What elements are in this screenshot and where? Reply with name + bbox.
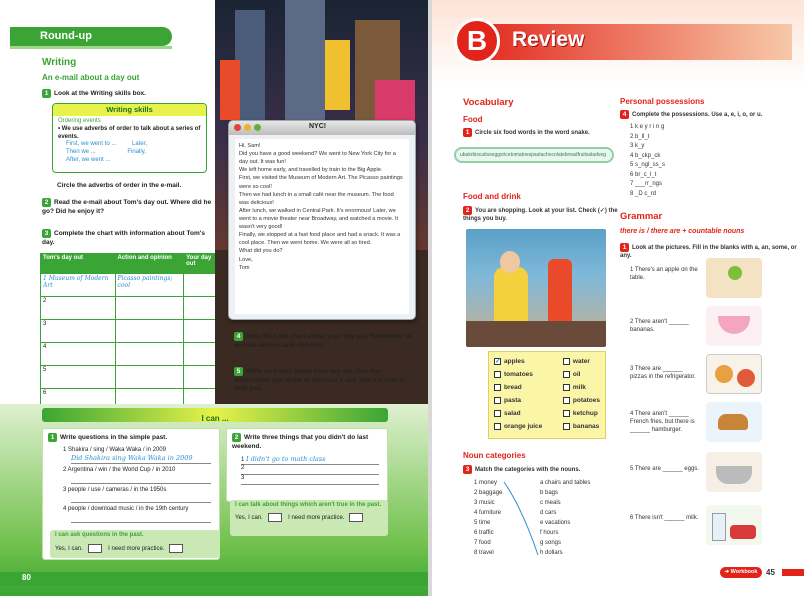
ican-box-2 xyxy=(226,428,388,502)
list-item[interactable] xyxy=(494,420,542,433)
skills-subheading: Ordering events xyxy=(58,118,101,124)
roundup-banner xyxy=(10,27,172,46)
exercise-5 xyxy=(234,367,416,394)
chart-header: Action and opinion xyxy=(115,254,184,274)
noun-item[interactable]: h dollars xyxy=(540,550,563,556)
writing-heading: Writing xyxy=(42,57,77,68)
checkbox[interactable] xyxy=(494,423,501,430)
writing-skills-box xyxy=(52,103,207,173)
ican-item: 3 people / use / cameras / in the 1950s xyxy=(63,486,167,493)
need-label: I need more practice. xyxy=(108,545,165,552)
writing-skills-title: Writing skills xyxy=(53,104,206,116)
roundup-title: Round-up xyxy=(40,30,92,42)
unit-letter: B xyxy=(466,25,488,56)
list-item[interactable] xyxy=(494,381,542,394)
chart-cell[interactable]: 2 xyxy=(41,297,116,320)
footer-tab xyxy=(782,569,804,576)
list-item[interactable] xyxy=(563,420,600,433)
list-item[interactable] xyxy=(563,407,600,420)
possession-item[interactable]: 8 _D c_rd xyxy=(630,190,657,197)
page-number: 80 xyxy=(22,573,31,582)
grammar-subheading: there is / there are + countable nouns xyxy=(620,228,745,235)
ex-number: 2 xyxy=(232,433,241,442)
skills-example: Then we ... xyxy=(66,149,96,156)
match-line xyxy=(502,478,542,558)
checkbox[interactable] xyxy=(563,397,570,404)
ex-number: 2 xyxy=(42,198,51,207)
answer-line[interactable] xyxy=(71,494,211,503)
chart-cell[interactable]: 5 xyxy=(41,366,116,389)
checkbox[interactable] xyxy=(494,384,501,391)
noun-categories-heading: Noun categories xyxy=(463,451,526,460)
list-item[interactable] xyxy=(494,407,542,420)
ex-number: 1 xyxy=(42,89,51,98)
chart-header: Your day out xyxy=(184,254,222,274)
milk-picture xyxy=(706,505,762,545)
checkbox[interactable]: ✓ xyxy=(495,357,501,365)
exercise-4 xyxy=(234,332,416,350)
noun-item[interactable]: f hours xyxy=(540,530,559,536)
right-page xyxy=(432,0,804,596)
noun-item[interactable]: d cars xyxy=(540,510,557,516)
banner-underline xyxy=(10,46,172,49)
checkbox[interactable] xyxy=(494,397,501,404)
food-exercise-1 xyxy=(463,128,633,137)
ex-number: 4 xyxy=(234,332,243,341)
day-out-chart xyxy=(40,253,222,412)
food-exercise-2-text: You are shopping. Look at your list. Check (✓) the things you buy. xyxy=(463,208,618,223)
shopping-list xyxy=(488,351,606,439)
ex-number: 3 xyxy=(463,465,472,474)
need-label: I need more practice. xyxy=(288,514,345,521)
noun-item[interactable]: 7 food xyxy=(474,540,491,546)
exercise-4-text: Now fill in the chart about your day out. Remember to include actions and opinions. xyxy=(234,333,412,349)
shopper-head xyxy=(500,251,520,273)
bowl-picture xyxy=(706,306,762,346)
eggs-picture xyxy=(706,452,762,492)
email-title: NYC! xyxy=(309,123,327,130)
list-item-label: milk xyxy=(572,384,586,391)
ican-can-1 xyxy=(50,530,220,558)
noun-item[interactable]: 5 time xyxy=(474,520,491,526)
checkbox[interactable] xyxy=(494,410,501,417)
noun-item[interactable]: 4 furniture xyxy=(474,510,502,516)
ex-number: 1 xyxy=(620,243,629,252)
ican-2-text: Write three things that you didn't do last weekend. xyxy=(232,434,369,450)
list-item-label: water xyxy=(572,358,590,365)
possessions-heading: Personal possessions xyxy=(620,97,705,106)
grammar-exercise-1-text: Look at the pictures. Fill in the blanks with a, an, some, or any. xyxy=(620,245,797,260)
cashier-figure xyxy=(548,259,572,329)
possession-item[interactable]: 3 k_y xyxy=(630,143,645,149)
workbook-link[interactable] xyxy=(720,567,762,578)
footer-bar xyxy=(0,572,428,586)
list-item-label: bread xyxy=(504,384,522,391)
skills-example: After, we went ... xyxy=(66,156,111,163)
answer-line[interactable] xyxy=(241,455,379,465)
chart-cell[interactable]: 4 xyxy=(41,343,116,366)
checkbox[interactable] xyxy=(563,358,570,365)
email-titlebar xyxy=(229,121,415,135)
list-item-label: oil xyxy=(572,371,581,378)
chart-cell[interactable]: 1 Museum of Modern Art xyxy=(41,274,116,297)
noun-exercise-3-text: Match the categories with the nouns. xyxy=(475,467,581,474)
noun-item[interactable]: 2 baggage xyxy=(474,490,503,496)
word-snake-letters: ubakrbiscuitsseggsricetomatoespastachocolatebreadfruitsaladveg xyxy=(460,152,606,158)
noun-item[interactable]: 6 traffic xyxy=(474,530,494,536)
list-item-label: pasta xyxy=(504,397,521,404)
noun-left-column xyxy=(474,478,502,558)
ican-1-text: Write questions in the simple past. xyxy=(60,434,168,442)
noun-right-column xyxy=(540,478,590,558)
checkbox[interactable] xyxy=(563,410,570,417)
answer-line[interactable] xyxy=(71,514,211,523)
chart-cell[interactable]: 3 xyxy=(41,320,116,343)
possession-item[interactable]: 5 s_ngl_ss_s xyxy=(630,162,666,168)
possessions-exercise-4-text: Complete the possessions. Use a, e, i, o, or u. xyxy=(632,112,763,119)
ex-number: 1 xyxy=(48,433,57,442)
exercise-1 xyxy=(42,89,212,99)
ican-item: 2 Argentina / win / the World Cup / in 2010 xyxy=(63,466,176,473)
grammar-item[interactable]: 1 There's an apple on the table. xyxy=(630,267,698,282)
grammar-item[interactable]: 3 There are ______ pizzas in the refrigerator. xyxy=(630,366,696,381)
ican-item: 1 Shakira / sing / Waka Waka / in 2009 xyxy=(63,446,166,453)
list-item-label: apples xyxy=(504,358,525,365)
workbook-label: Workbook xyxy=(730,569,758,575)
noun-item[interactable]: 1 money xyxy=(474,480,498,486)
close-icon[interactable] xyxy=(234,124,241,131)
noun-exercise-3 xyxy=(463,465,633,474)
ex-number: 2 xyxy=(463,206,472,215)
yes-checkbox[interactable] xyxy=(88,544,102,553)
chart-cell[interactable] xyxy=(115,297,184,320)
list-item-label: orange juice xyxy=(504,423,543,430)
billboard xyxy=(220,60,240,120)
chart-cell[interactable]: 6 xyxy=(41,389,116,412)
ican-banner xyxy=(42,408,388,422)
grammar-heading: Grammar xyxy=(620,211,663,222)
possessions-list xyxy=(630,123,665,199)
ex-number: 4 xyxy=(620,110,629,119)
chart-cell[interactable] xyxy=(115,343,184,366)
ex-number: 3 xyxy=(42,229,51,238)
writing-subtitle: An e-mail about a day out xyxy=(42,73,140,82)
checkbox[interactable] xyxy=(563,384,570,391)
ican-title: I can ... xyxy=(201,414,229,423)
skills-example: Finally, xyxy=(127,149,146,156)
burger-picture xyxy=(706,402,762,442)
yes-label: Yes, I can. xyxy=(55,545,83,552)
ican-answer: I didn't go to math class xyxy=(246,455,326,464)
answer-line[interactable] xyxy=(241,475,379,485)
ex-number: 5 xyxy=(234,367,243,376)
exercise-3-text: Complete the chart with information about Tom's day. xyxy=(42,230,205,246)
answer-line[interactable] xyxy=(71,475,211,484)
food-heading: Food xyxy=(463,115,483,124)
list-item[interactable] xyxy=(563,355,600,368)
line-number: 2 xyxy=(241,465,245,472)
need-checkbox[interactable] xyxy=(169,544,183,553)
noun-item[interactable]: e vacations xyxy=(540,520,571,526)
noun-item[interactable]: 8 travel xyxy=(474,550,494,556)
grammar-item[interactable]: 6 There isn't ______ milk. xyxy=(630,515,699,521)
noun-item[interactable]: c meals xyxy=(540,500,561,506)
need-checkbox[interactable] xyxy=(349,513,363,522)
noun-item[interactable]: a chairs and tables xyxy=(540,480,591,486)
food-exercise-2 xyxy=(463,206,633,223)
skills-example: First, we went to ... xyxy=(66,141,117,148)
unit-badge xyxy=(454,18,500,64)
chart-header: Tom's day out xyxy=(41,254,116,274)
can-statement: I can talk about things which aren't true in the past. xyxy=(235,502,382,508)
food-exercise-1-text: Circle six food words in the word snake. xyxy=(475,130,590,137)
minimize-icon[interactable] xyxy=(244,124,251,131)
ex-number: 1 xyxy=(463,128,472,137)
possession-item[interactable]: 7 ___rr_ngs xyxy=(630,181,663,187)
list-item-label: potatoes xyxy=(572,397,600,404)
circle-instruction: Circle the adverbs of order in the e-mail. xyxy=(57,182,182,189)
fridge-picture xyxy=(706,354,762,394)
word-snake[interactable] xyxy=(454,147,614,163)
match-line-path xyxy=(504,482,538,555)
noun-item[interactable]: 3 music xyxy=(474,500,495,506)
ican-item: 4 people / download music / in the 19th century xyxy=(63,506,189,513)
list-item-label: ketchup xyxy=(572,410,598,417)
checkout-counter xyxy=(466,321,606,347)
review-title: Review xyxy=(512,28,585,51)
checkbox[interactable] xyxy=(563,371,570,378)
yes-label: Yes, I can. xyxy=(235,514,263,521)
skills-bullet: • We use adverbs of order to talk about a series of events. xyxy=(58,125,201,140)
chart-cell[interactable] xyxy=(115,366,184,389)
supermarket-illustration xyxy=(466,229,606,347)
list-item[interactable] xyxy=(494,394,542,407)
list-item-label: salad xyxy=(504,410,521,417)
grammar-item[interactable]: 2 There aren't ______ bananas. xyxy=(630,319,689,334)
possession-item[interactable]: 4 b_ckp_ck xyxy=(630,152,661,159)
list-item[interactable] xyxy=(563,381,600,394)
list-item[interactable] xyxy=(494,368,542,381)
page-number: 45 xyxy=(766,568,775,577)
possessions-exercise-4 xyxy=(620,110,800,119)
chart-cell[interactable] xyxy=(115,320,184,343)
answer-line[interactable] xyxy=(241,465,379,475)
maximize-icon[interactable] xyxy=(254,124,261,131)
arrow-right-icon: ➜ xyxy=(724,569,731,575)
apple-picture xyxy=(706,258,762,298)
can-statement: I can ask questions in the past. xyxy=(55,532,144,538)
exercise-3 xyxy=(42,229,214,247)
food-drink-heading: Food and drink xyxy=(463,192,521,201)
list-item-label: bananas xyxy=(572,423,600,430)
chart-cell[interactable]: Picasso paintings; cool xyxy=(115,274,184,297)
skills-example: Later, xyxy=(132,141,148,148)
list-item[interactable] xyxy=(563,368,600,381)
list-item[interactable] xyxy=(494,355,542,368)
checkbox[interactable] xyxy=(494,371,501,378)
possession-item[interactable]: 6 br_c_l_t xyxy=(630,171,657,178)
noun-item[interactable]: b bags xyxy=(540,490,559,496)
ican-can-2 xyxy=(230,500,388,536)
yes-checkbox[interactable] xyxy=(268,513,282,522)
possession-item[interactable]: 2 b_ll_t xyxy=(630,133,650,140)
list-item-label: tomatoes xyxy=(504,371,533,378)
line-number: 3 xyxy=(241,475,245,482)
possession-item[interactable]: 1 k e y r i n g xyxy=(630,124,665,130)
ican-answer[interactable]: Did Shakira sing Waka Waka in 2009 xyxy=(71,454,211,463)
grammar-item[interactable]: 4 There aren't ______ French fries, but there is ______ hamburger. xyxy=(630,411,695,434)
grammar-item[interactable]: 5 There are ______ eggs. xyxy=(630,466,699,472)
list-item[interactable] xyxy=(563,394,600,407)
exercise-2-text: Read the e-mail about Tom's day out. Where did he go? Did he enjoy it? xyxy=(42,199,212,215)
exercise-1-text: Look at the Writing skills box. xyxy=(54,90,146,98)
line-number: 1 xyxy=(241,457,245,464)
noun-item[interactable]: g songs xyxy=(540,540,562,546)
exercise-5-text: Write an e-mail about your day out. Use the information you wrote in exercise 4 and Tom's e-mail to help you. xyxy=(234,368,406,393)
exercise-2 xyxy=(42,198,214,216)
billboard xyxy=(325,40,350,110)
checkbox[interactable] xyxy=(563,423,570,430)
email-window xyxy=(228,120,416,320)
vocabulary-heading: Vocabulary xyxy=(463,97,514,108)
email-body: Hi, Sam! Did you have a good weekend? We went to New York City for a day out. It was fun! We left home early, and travelled by train to the Big Apple. First, we visited the Museum of Modern Art. The Picasso paintings were so cool! Then we had lunch in a small café near the museum. The food was delicious! After lunch, we walked in Central Park. It's enormous! Later, we went to a movie theater near Broadway, and watched a movie. It wasn't very good! Finally, we stopped at a fast food place and had a snack. It was a cool place. Then we went home. We were all so tired. What did you do? Love, Tom xyxy=(235,139,409,314)
